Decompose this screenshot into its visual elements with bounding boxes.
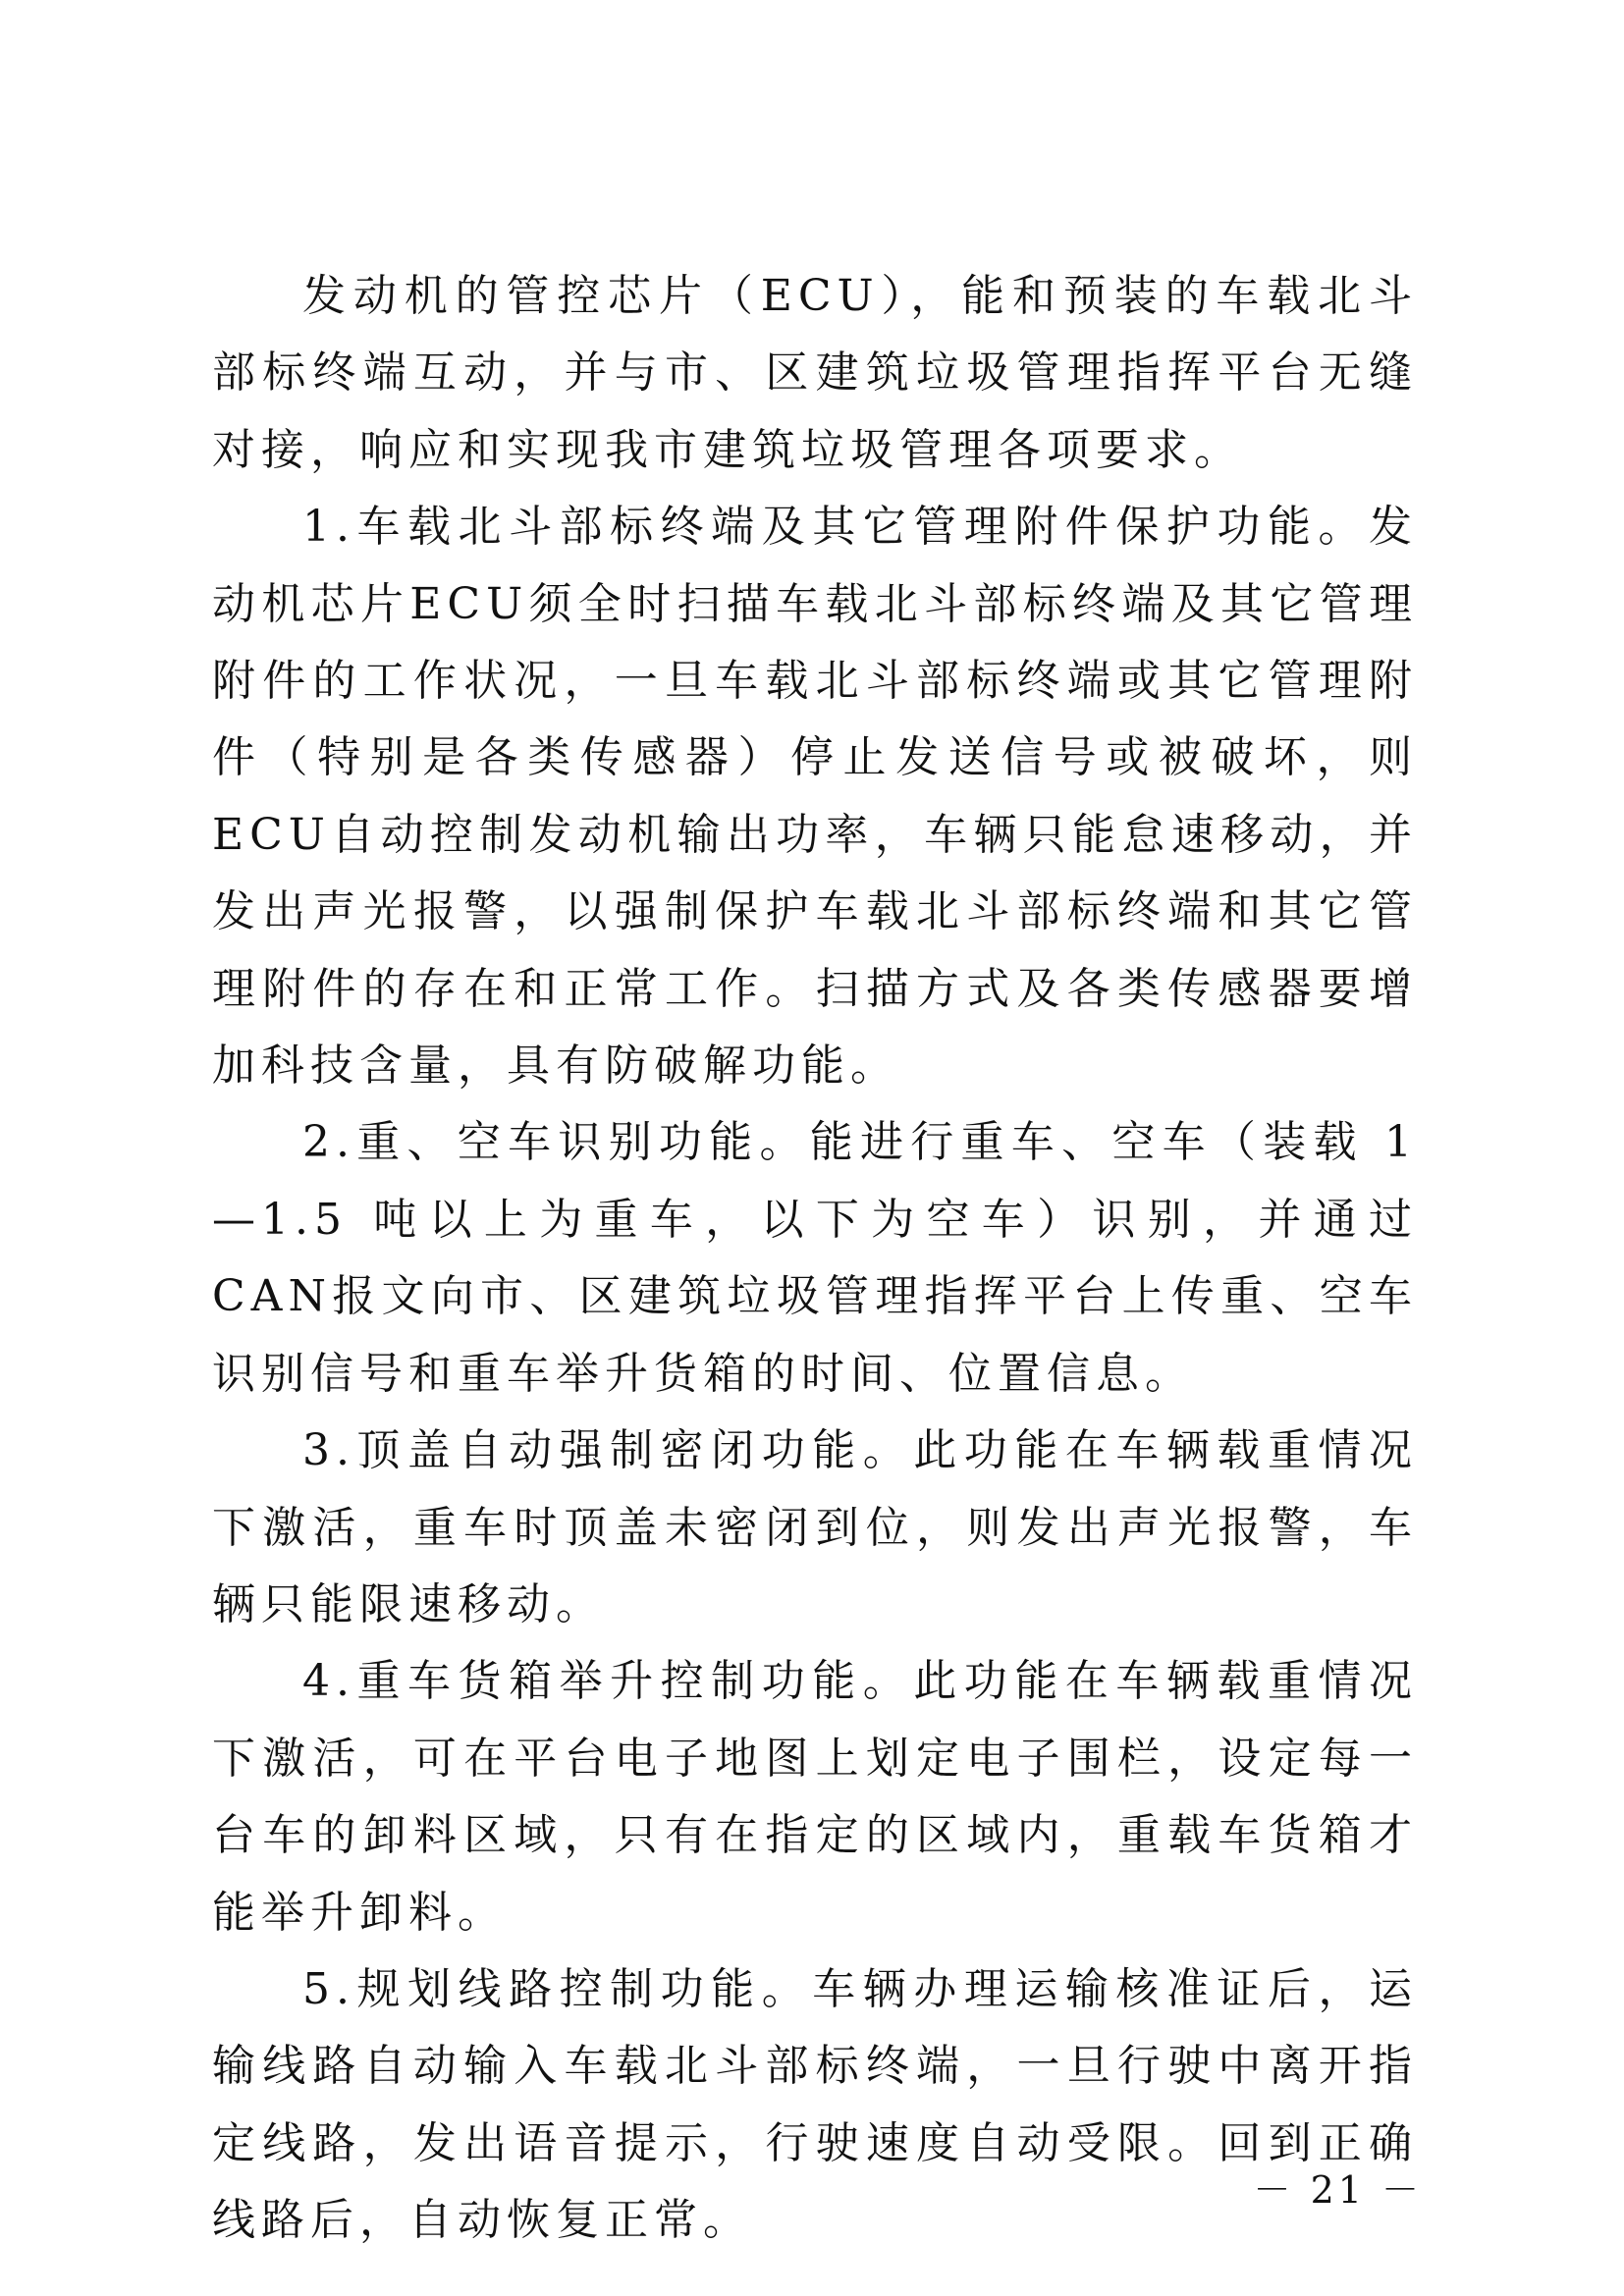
intro-paragraph: 发动机的管控芯片（ECU），能和预装的车载北斗部标终端互动，并与市、区建筑垃圾管理指挥平台无缝对接，响应和实现我市建筑垃圾管理各项要求。 (212, 271, 1418, 475)
item-5-paragraph: 5.规划线路控制功能。车辆办理运输核准证后，运输线路自动输入车载北斗部标终端，一旦行驶中离开指定线路，发出语音提示，行驶速度自动受限。回到正确线路后，自动恢复正常。 (212, 1963, 1418, 2246)
item-1-paragraph: 1.车载北斗部标终端及其它管理附件保护功能。发动机芯片ECU须全时扫描车载北斗部标终端及其它管理附件的工作状况，一旦车载北斗部标终端或其它管理附件（特别是各类传感器）停止发送信号或被破坏，则ECU自动控制发动机输出功率，车辆只能怠速移动，并发出声光报警，以强制保护车载北斗部标终端和其它管理附件的存在和正常工作。扫描方式及各类传感器要增加科技含量，具有防破解功能。 (212, 502, 1418, 1092)
item-2-paragraph: 2.重、空车识别功能。能进行重车、空车（装载 1—1.5 吨以上为重车，以下为空车）识别，并通过CAN报文向市、区建筑垃圾管理指挥平台上传重、空车识别信号和重车举升货箱的时间、位置信息。 (212, 1117, 1418, 1399)
item-4-paragraph: 4.重车货箱举升控制功能。此功能在车辆载重情况下激活，可在平台电子地图上划定电子围栏，设定每一台车的卸料区域，只有在指定的区域内，重载车货箱才能举升卸料。 (212, 1656, 1418, 1938)
page-number: － 21 － (1253, 2168, 1423, 2212)
body-text (212, 258, 1418, 2260)
item-3-paragraph: 3.顶盖自动强制密闭功能。此功能在车辆载重情况下激活，重车时顶盖未密闭到位，则发出声光报警，车辆只能限速移动。 (212, 1425, 1418, 1629)
